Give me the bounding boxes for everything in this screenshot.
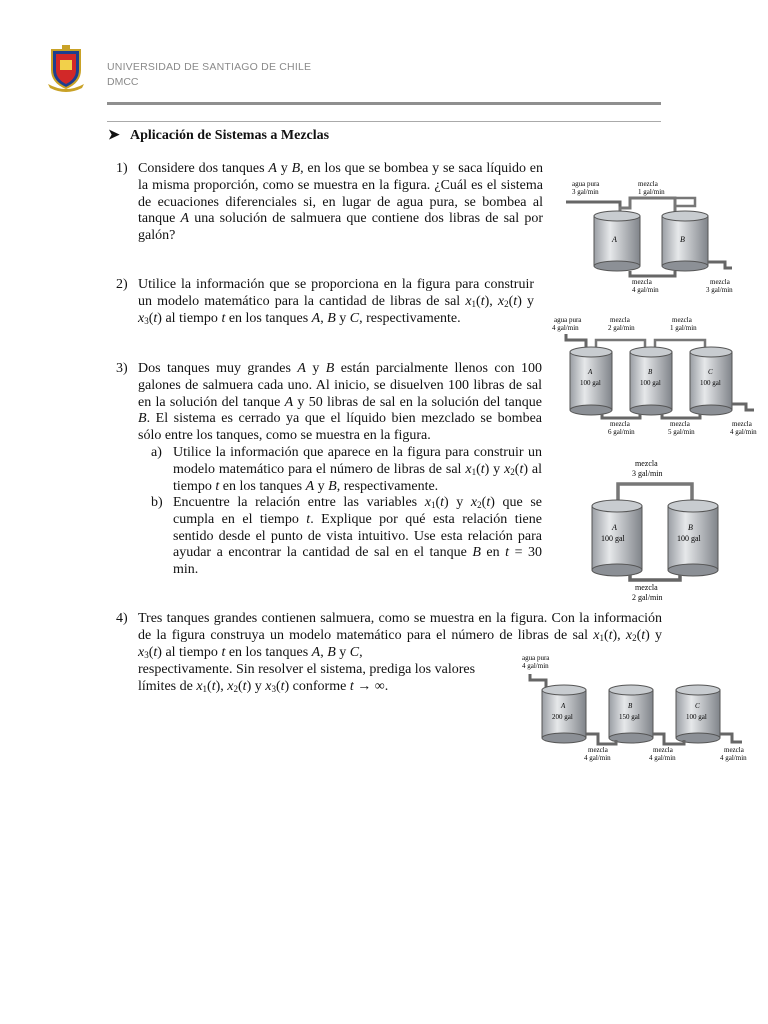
- subproblem-label: b): [151, 495, 163, 510]
- fig2-tank-a-vol: 100 gal: [580, 379, 601, 387]
- problem-number: 3): [116, 361, 128, 376]
- problem-number: 4): [116, 611, 128, 626]
- fig2-tank-b-vol: 100 gal: [640, 379, 661, 387]
- fig4-tank-c-vol: 100 gal: [686, 713, 707, 721]
- fig1-mid-rate: 1 gal/min: [638, 188, 665, 196]
- fig1-bottom-rate: 4 gal/min: [632, 286, 659, 294]
- figure-4-three-large-tanks: [516, 652, 760, 766]
- fig4-in-rate: 4 gal/min: [522, 662, 549, 670]
- fig4-b2-rate: 4 gal/min: [649, 754, 676, 762]
- fig2-tank-c: C: [708, 368, 713, 376]
- fig3-tank-a: A: [612, 523, 617, 532]
- fig1-bottom-label: mezcla: [632, 278, 652, 286]
- problem-1-text: Considere dos tanques A y B, en los que se bombea y se saca líquido en la misma proporción, como se muestra en la figura. ¿Cuál es el sistema de ecuaciones diferenciales si, en lugar de agua pura, se bombea al tanque A una solución de salmuera que contiene dos libras de sal por galón?: [138, 161, 544, 244]
- fig4-tank-b-vol: 150 gal: [619, 713, 640, 721]
- university-name: UNIVERSIDAD DE SANTIAGO DE CHILE: [107, 61, 312, 73]
- fig4-b1-rate: 4 gal/min: [584, 754, 611, 762]
- fig4-tank-b: B: [628, 702, 633, 710]
- fig1-out-label: mezcla: [710, 278, 730, 286]
- fig1-in-label: agua pura: [572, 180, 600, 188]
- fig2-top2-label: mezcla: [672, 316, 692, 324]
- department-name: DMCC: [107, 76, 139, 88]
- header-rule: [107, 102, 661, 105]
- fig2-top2-rate: 1 gal/min: [670, 324, 697, 332]
- fig2-b3-rate: 4 gal/min: [730, 428, 757, 436]
- fig3-bottom-rate: 2 gal/min: [632, 593, 663, 602]
- fig3-tank-b: B: [688, 523, 693, 532]
- fig2-top1-rate: 2 gal/min: [608, 324, 635, 332]
- fig3-tank-a-vol: 100 gal: [601, 534, 625, 543]
- fig2-b2-label: mezcla: [670, 420, 690, 428]
- problem-2-text: Utilice la información que se proporciona en la figura para construir un modelo matemático para la cantidad de libras de sal $x_1(t)$, $x_2(t)$ y $x_3(t)$ al tiempo t en los tanques A, B y C, respectivamente.: [138, 277, 534, 326]
- figure-3-closed-two-tanks: [580, 456, 730, 604]
- fig4-b3-rate: 4 gal/min: [720, 754, 747, 762]
- problem-4-text: Tres tanques grandes contienen salmuera, como se muestra en la figura. Con la información de la figura construya un modelo matemático para el número de libras de sal $x_1(t)$, $x_2(t)$ y $x_3(t)$ al tiempo t en los tanques A, B y C,: [138, 611, 662, 660]
- fig1-out-rate: 3 gal/min: [706, 286, 733, 294]
- fig2-b3-label: mezcla: [732, 420, 752, 428]
- fig4-b3-label: mezcla: [724, 746, 744, 754]
- fig2-in-label: agua pura: [554, 316, 582, 324]
- fig2-tank-b: B: [648, 368, 653, 376]
- problem-4-text-continued: respectivamente. Sin resolver el sistema, prediga los valores límites de $x_1(t)$, $x_2(t)$ y $x_3(t)$ conforme t → ∞.: [138, 662, 476, 694]
- fig4-tank-a-vol: 200 gal: [552, 713, 573, 721]
- fig2-top1-label: mezcla: [610, 316, 630, 324]
- fig3-top-label: mezcla: [635, 459, 658, 468]
- problem-number: 1): [116, 161, 128, 176]
- problem-3a-text: Utilice la información que aparece en la figura para construir un modelo matemático para el número de libras de sal $x_1(t)$ y $x_2(t)$ al tiempo t en los tanques A y B, respectivamente.: [173, 445, 543, 494]
- fig2-b2-rate: 5 gal/min: [668, 428, 695, 436]
- figure-1-two-tanks: [560, 176, 750, 300]
- fig1-tank-a: A: [612, 235, 617, 244]
- figure-2-three-tanks: [550, 314, 760, 438]
- fig1-tank-b: B: [680, 235, 685, 244]
- fig3-top-rate: 3 gal/min: [632, 469, 663, 478]
- fig3-bottom-label: mezcla: [635, 583, 658, 592]
- fig4-b1-label: mezcla: [588, 746, 608, 754]
- header-rule-thin: [107, 121, 661, 122]
- fig3-tank-b-vol: 100 gal: [677, 534, 701, 543]
- fig4-tank-a: A: [561, 702, 566, 710]
- fig1-in-rate: 3 gal/min: [572, 188, 599, 196]
- problem-number: 2): [116, 277, 128, 292]
- fig4-tank-c: C: [695, 702, 700, 710]
- problem-3-text: Dos tanques muy grandes A y B están parcialmente llenos con 100 galones de salmuera cada uno. Al inicio, se disuelven 100 libras de sal en la solución del tanque A y 50 libras de sal en la solución del tanque B. El sistema es cerrado ya que el líquido bien mezclado se bombea sólo entre los tanques, como se muestra en la figura.: [138, 361, 543, 444]
- fig4-b2-label: mezcla: [653, 746, 673, 754]
- fig2-b1-label: mezcla: [610, 420, 630, 428]
- section-title: ➤ Aplicación de Sistemas a Mezclas: [108, 128, 330, 143]
- subproblem-label: a): [151, 445, 162, 460]
- fig2-in-rate: 4 gal/min: [552, 324, 579, 332]
- fig4-in-label: agua pura: [522, 654, 550, 662]
- fig2-tank-a: A: [588, 368, 593, 376]
- problem-3b-text: Encuentre la relación entre las variables $x_1(t)$ y $x_2(t)$ que se cumpla en el tiempo t. Explique por qué esta relación tiene sentido desde el punto de vista intuitivo. Use esta relación para ayudar a encontrar la cantidad de sal en el tanque B en t = 30 min.: [173, 495, 542, 578]
- fig1-mid-label: mezcla: [638, 180, 658, 188]
- fig2-tank-c-vol: 100 gal: [700, 379, 721, 387]
- bullet-arrow-icon: ➤: [108, 128, 120, 143]
- fig2-b1-rate: 6 gal/min: [608, 428, 635, 436]
- university-logo: [46, 44, 86, 92]
